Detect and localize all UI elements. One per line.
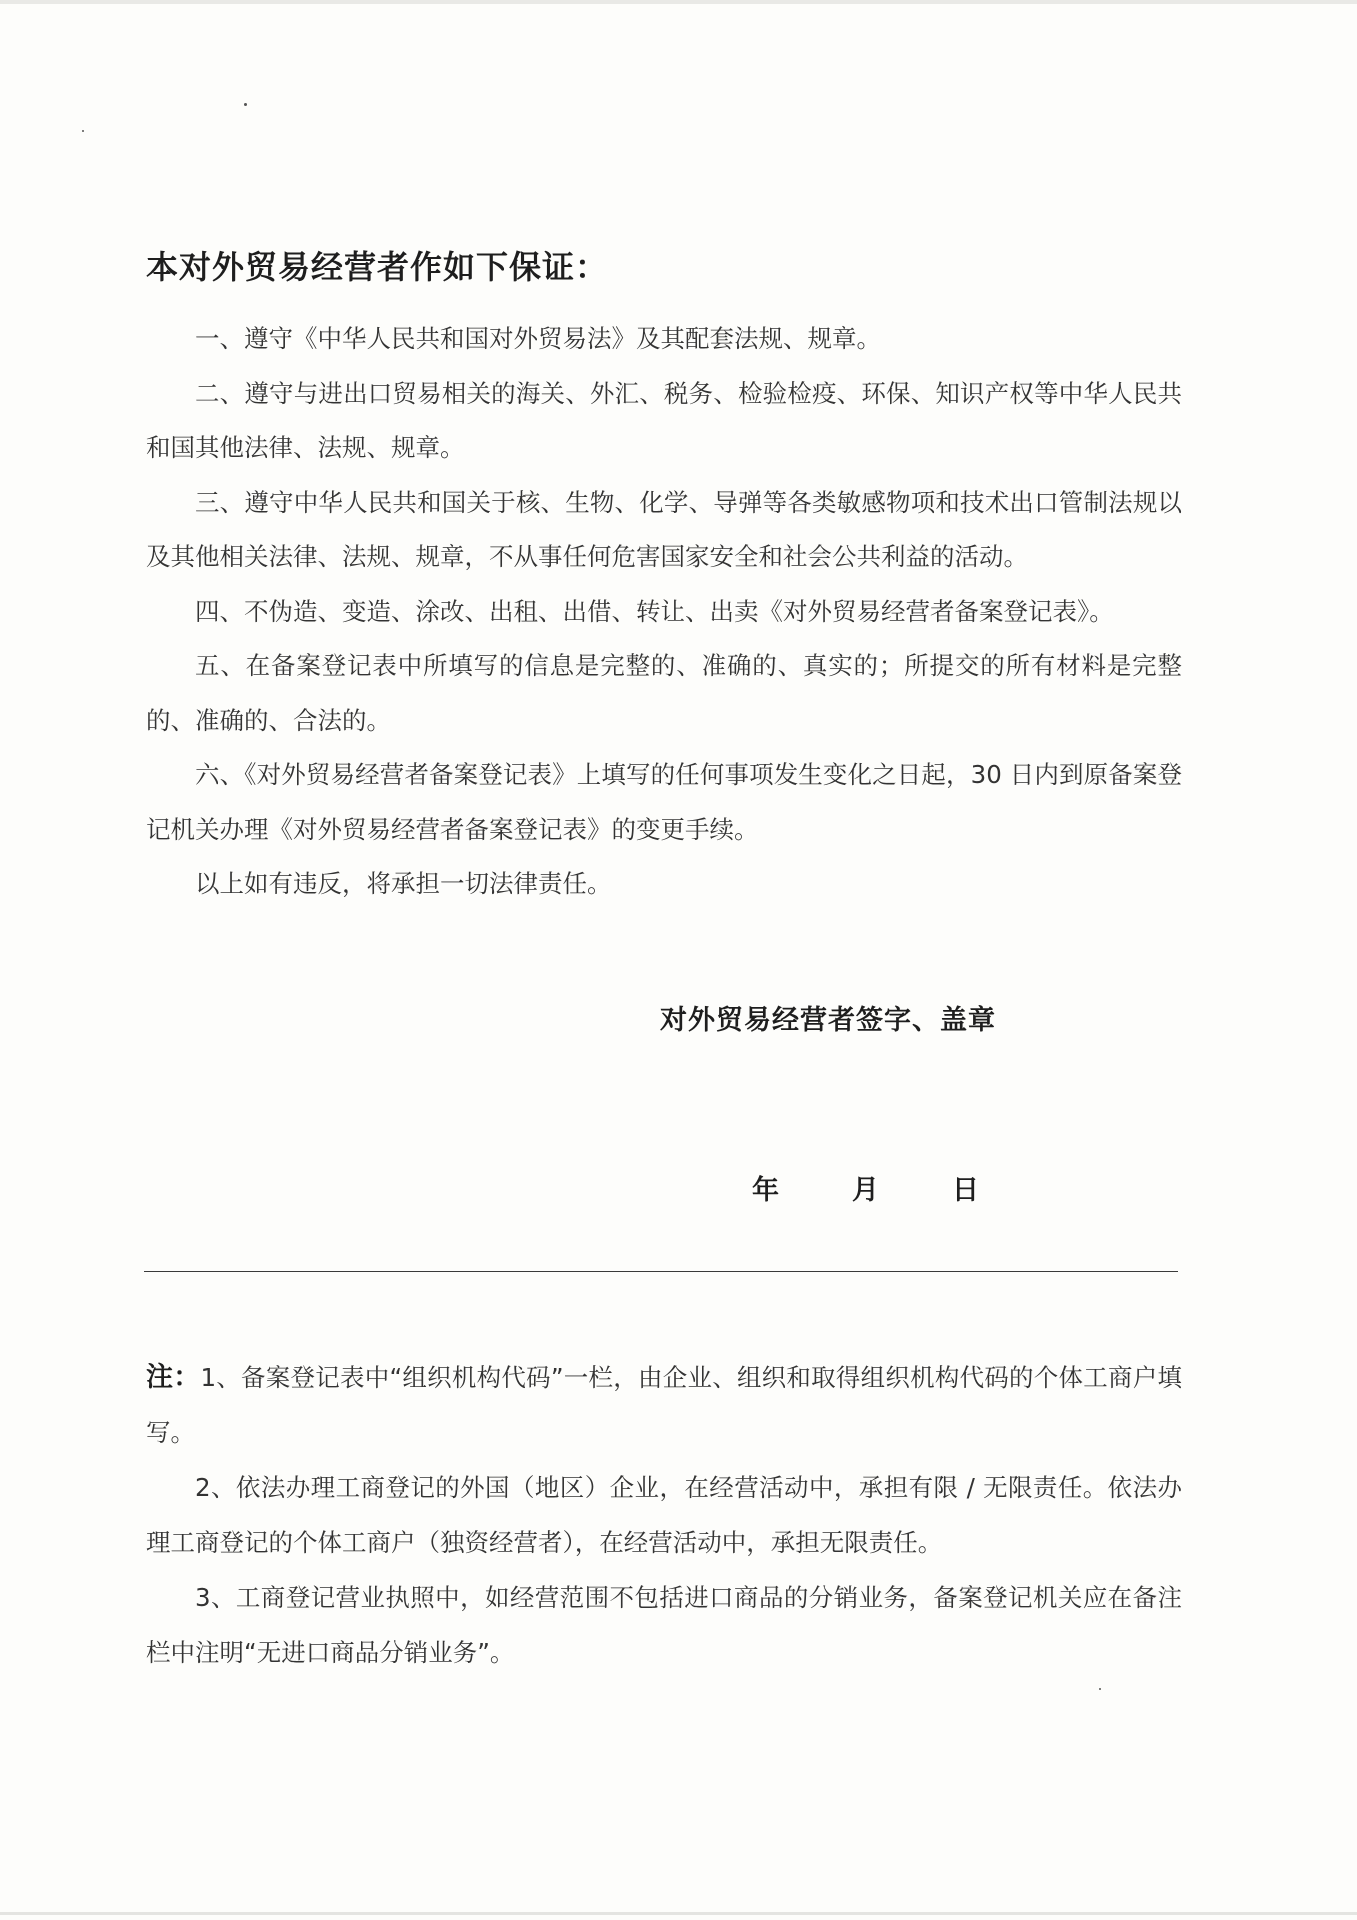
guarantee-item-2: 二、遵守与进出口贸易相关的海关、外汇、税务、检验检疫、环保、知识产权等中华人民共和国其他法律、法规、规章。 bbox=[146, 378, 1182, 462]
date-year-label: 年 bbox=[752, 1175, 779, 1206]
signature-label: 对外贸易经营者签字、盖章 bbox=[660, 1005, 996, 1036]
scan-speck bbox=[244, 103, 247, 106]
scan-edge-bottom bbox=[0, 1912, 1357, 1915]
guarantee-heading: 本对外贸易经营者作如下保证： bbox=[146, 248, 609, 286]
date-day-label: 日 bbox=[952, 1175, 979, 1206]
date-month-label: 月 bbox=[852, 1175, 879, 1206]
guarantee-item-6: 六、《对外贸易经营者备案登记表》上填写的任何事项发生变化之日起，30 日内到原备案登记机关办理《对外贸易经营者备案登记表》的变更手续。 bbox=[146, 760, 1182, 844]
note-item-3: 3、工商登记营业执照中，如经营范围不包括进口商品的分销业务，备案登记机关应在备注栏中注明“无进口商品分销业务”。 bbox=[146, 1583, 1182, 1667]
guarantee-item-1: 一、遵守《中华人民共和国对外贸易法》及其配套法规、规章。 bbox=[195, 324, 881, 353]
notes-label: 注： bbox=[146, 1362, 201, 1393]
liability-statement: 以上如有违反，将承担一切法律责任。 bbox=[195, 869, 612, 898]
guarantee-body bbox=[146, 312, 1182, 912]
scan-edge-top bbox=[0, 0, 1357, 4]
note-text-1: 1、备案登记表中“组织机构代码”一栏，由企业、组织和取得组织机构代码的个体工商户填写。 bbox=[146, 1363, 1182, 1447]
guarantee-item-4: 四、不伪造、变造、涂改、出租、出借、转让、出卖《对外贸易经营者备案登记表》。 bbox=[195, 596, 1114, 626]
scan-speck bbox=[82, 130, 84, 132]
scan-speck bbox=[1099, 1688, 1101, 1690]
date-line bbox=[752, 1168, 979, 1207]
notes-section bbox=[146, 1350, 1182, 1680]
note-item-2: 2、依法办理工商登记的外国（地区）企业，在经营活动中，承担有限 / 无限责任。依法办理工商登记的个体工商户（独资经营者），在经营活动中，承担无限责任。 bbox=[146, 1473, 1182, 1557]
guarantee-item-5: 五、在备案登记表中所填写的信息是完整的、准确的、真实的；所提交的所有材料是完整的、准确的、合法的。 bbox=[146, 651, 1182, 735]
divider-line bbox=[144, 1271, 1178, 1272]
guarantee-item-3: 三、遵守中华人民共和国关于核、生物、化学、导弹等各类敏感物项和技术出口管制法规以及其他相关法律、法规、规章，不从事任何危害国家安全和社会公共利益的活动。 bbox=[146, 487, 1182, 571]
note-item-1 bbox=[146, 1350, 1182, 1460]
